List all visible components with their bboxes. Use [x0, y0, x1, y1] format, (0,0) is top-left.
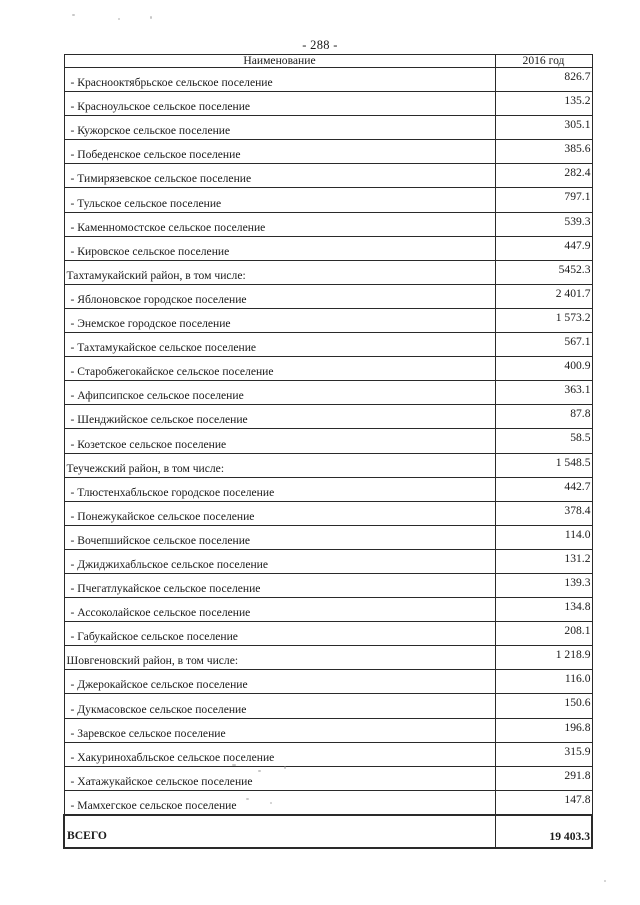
settlement-row [64, 333, 592, 357]
settlement-name: - Мамхегское сельское поселение [64, 790, 495, 815]
settlement-value: 567.1 [495, 333, 592, 357]
district-row [64, 260, 592, 284]
settlement-value: 116.0 [495, 670, 592, 694]
settlement-value: 305.1 [495, 116, 592, 140]
settlement-value: 139.3 [495, 573, 592, 597]
settlement-name: - Старобжегокайское сельское поселение [64, 357, 495, 381]
settlement-row [64, 116, 592, 140]
scan-speck [118, 18, 120, 20]
settlement-value: 2 401.7 [495, 284, 592, 308]
settlement-row [64, 405, 592, 429]
settlement-row [64, 598, 592, 622]
settlement-name: - Энемское городское поселение [64, 308, 495, 332]
settlement-row [64, 670, 592, 694]
settlement-value: 400.9 [495, 357, 592, 381]
settlement-row [64, 68, 592, 92]
settlement-row [64, 501, 592, 525]
settlement-name: - Пчегатлукайское сельское поселение [64, 573, 495, 597]
table-header-row [64, 55, 592, 68]
column-header-name: Наименование [64, 55, 495, 68]
settlement-name: - Джерокайское сельское поселение [64, 670, 495, 694]
settlement-row [64, 284, 592, 308]
district-value: 5452.3 [495, 260, 592, 284]
settlement-value: 114.0 [495, 525, 592, 549]
settlement-row [64, 766, 592, 790]
settlement-row [64, 212, 592, 236]
settlement-name: - Хакуринохабльское сельское поселение [64, 742, 495, 766]
settlement-row [64, 790, 592, 815]
settlement-name: - Тахтамукайское сельское поселение [64, 333, 495, 357]
settlement-value: 150.6 [495, 694, 592, 718]
settlement-name: - Ассоколайское сельское поселение [64, 598, 495, 622]
settlement-row [64, 92, 592, 116]
settlement-row [64, 742, 592, 766]
scan-speck [72, 14, 75, 16]
settlement-name: - Габукайское сельское поселение [64, 622, 495, 646]
settlement-value: 1 573.2 [495, 308, 592, 332]
settlement-row [64, 140, 592, 164]
settlement-value: 797.1 [495, 188, 592, 212]
scan-speck [150, 16, 152, 19]
settlement-name: - Победенское сельское поселение [64, 140, 495, 164]
settlement-value: 135.2 [495, 92, 592, 116]
settlement-name: - Афипсипское сельское поселение [64, 381, 495, 405]
settlement-name: - Краснооктябрьское сельское поселение [64, 68, 495, 92]
settlement-value: 87.8 [495, 405, 592, 429]
scan-speck [246, 798, 249, 800]
district-value: 1 218.9 [495, 646, 592, 670]
district-name: Теучежский район, в том числе: [64, 453, 495, 477]
settlement-name: - Яблоновское городское поселение [64, 284, 495, 308]
settlement-row [64, 357, 592, 381]
settlement-value: 131.2 [495, 549, 592, 573]
settlement-value: 196.8 [495, 718, 592, 742]
settlement-row [64, 381, 592, 405]
settlement-value: 208.1 [495, 622, 592, 646]
scan-speck [232, 764, 236, 766]
scan-speck [604, 880, 606, 882]
settlement-name: - Красноульское сельское поселение [64, 92, 495, 116]
table-body [64, 68, 592, 815]
settlement-row [64, 308, 592, 332]
settlement-value: 385.6 [495, 140, 592, 164]
settlement-name: - Шенджийское сельское поселение [64, 405, 495, 429]
settlement-value: 378.4 [495, 501, 592, 525]
district-name: Тахтамукайский район, в том числе: [64, 260, 495, 284]
scan-speck [284, 766, 286, 769]
settlement-name: - Тульское сельское поселение [64, 188, 495, 212]
settlement-name: - Кировское сельское поселение [64, 236, 495, 260]
settlement-value: 442.7 [495, 477, 592, 501]
settlement-name: - Козетское сельское поселение [64, 429, 495, 453]
settlement-name: - Вочепшийское сельское поселение [64, 525, 495, 549]
settlement-name: - Хатажукайское сельское поселение [64, 766, 495, 790]
settlement-value: 134.8 [495, 598, 592, 622]
settlement-row [64, 164, 592, 188]
total-row [64, 815, 592, 848]
settlement-row [64, 429, 592, 453]
settlement-row [64, 694, 592, 718]
settlement-value: 58.5 [495, 429, 592, 453]
scan-speck [258, 770, 261, 772]
settlement-row [64, 525, 592, 549]
settlement-name: - Кужорское сельское поселение [64, 116, 495, 140]
total-label: ВСЕГО [64, 815, 495, 848]
settlement-value: 826.7 [495, 68, 592, 92]
settlement-value: 291.8 [495, 766, 592, 790]
settlement-value: 147.8 [495, 790, 592, 815]
settlement-row [64, 718, 592, 742]
settlement-name: - Тимирязевское сельское поселение [64, 164, 495, 188]
district-value: 1 548.5 [495, 453, 592, 477]
settlement-value: 447.9 [495, 236, 592, 260]
budget-table [63, 54, 593, 849]
settlement-name: - Дукмасовское сельское поселение [64, 694, 495, 718]
settlement-name: - Джиджихабльское сельское поселение [64, 549, 495, 573]
district-name: Шовгеновский район, в том числе: [64, 646, 495, 670]
settlement-name: - Понежукайское сельское поселение [64, 501, 495, 525]
settlement-value: 315.9 [495, 742, 592, 766]
settlement-name: - Заревское сельское поселение [64, 718, 495, 742]
district-row [64, 646, 592, 670]
settlement-name: - Тлюстенхабльское городское поселение [64, 477, 495, 501]
settlement-row [64, 549, 592, 573]
scan-speck [270, 802, 272, 804]
settlement-row [64, 573, 592, 597]
district-row [64, 453, 592, 477]
settlement-row [64, 477, 592, 501]
settlement-row [64, 622, 592, 646]
total-value: 19 403.3 [495, 815, 592, 848]
settlement-value: 539.3 [495, 212, 592, 236]
settlement-value: 282.4 [495, 164, 592, 188]
settlement-row [64, 188, 592, 212]
settlement-name: - Каменномостское сельское поселение [64, 212, 495, 236]
settlement-value: 363.1 [495, 381, 592, 405]
column-header-year: 2016 год [495, 55, 592, 68]
settlement-row [64, 236, 592, 260]
page-number: - 288 - [302, 38, 338, 52]
